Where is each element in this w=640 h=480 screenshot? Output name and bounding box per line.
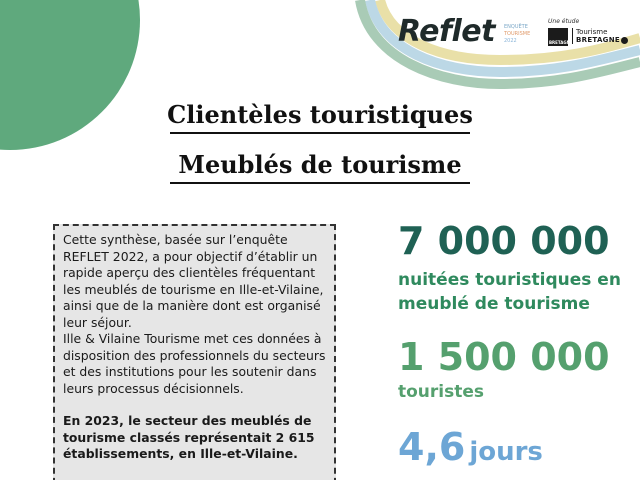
key-figure-nights-caption: nuitées touristiques en meublé de tourisme (398, 270, 621, 314)
reflet-logo-subtitle: ENQUÊTE TOURISME 2022 (504, 24, 531, 44)
brand-dot-icon (621, 37, 628, 44)
ille-vilaine-tourisme-logo: BRETAGNE (548, 28, 568, 46)
key-figure-tourists-caption: touristes (398, 382, 485, 402)
decorative-waves (350, 0, 640, 90)
study-label: Une étude (548, 18, 580, 25)
tourisme-bretagne-logo: Tourisme BRETAGNE (572, 28, 628, 44)
key-figure-stay-length: 4,6 jours (398, 425, 543, 469)
intro-paragraph-1: Cette synthèse, basée sur l’enquête REFLET 2022, a pour objectif d’établir un rapide aperçu des clientèles fréquentant les meublés de tourisme en Ille-et-Vilaine, ainsi que de la manière dont est organisé leur séjour. (63, 232, 324, 330)
intro-paragraph-3: En 2023, le secteur des meublés de tourisme classés représentait 2 615 établissements, en Ille-et-Vilaine. (63, 413, 315, 461)
page-title: Clientèles touristiques (167, 100, 473, 129)
intro-box (53, 224, 336, 480)
page-subtitle: Meublés de tourisme (178, 150, 462, 179)
subtitle-underline (170, 182, 470, 184)
key-figure-tourists: 1 500 000 (398, 335, 610, 379)
key-figure-nights: 7 000 000 (398, 219, 610, 263)
title-underline (170, 132, 470, 134)
reflet-logo: Reflet (398, 14, 495, 49)
intro-paragraph-2: Ille & Vilaine Tourisme met ces données à disposition des professionnels du secteurs et des institutions pour les soutenir dans leurs processus décisionnels. (63, 331, 326, 396)
